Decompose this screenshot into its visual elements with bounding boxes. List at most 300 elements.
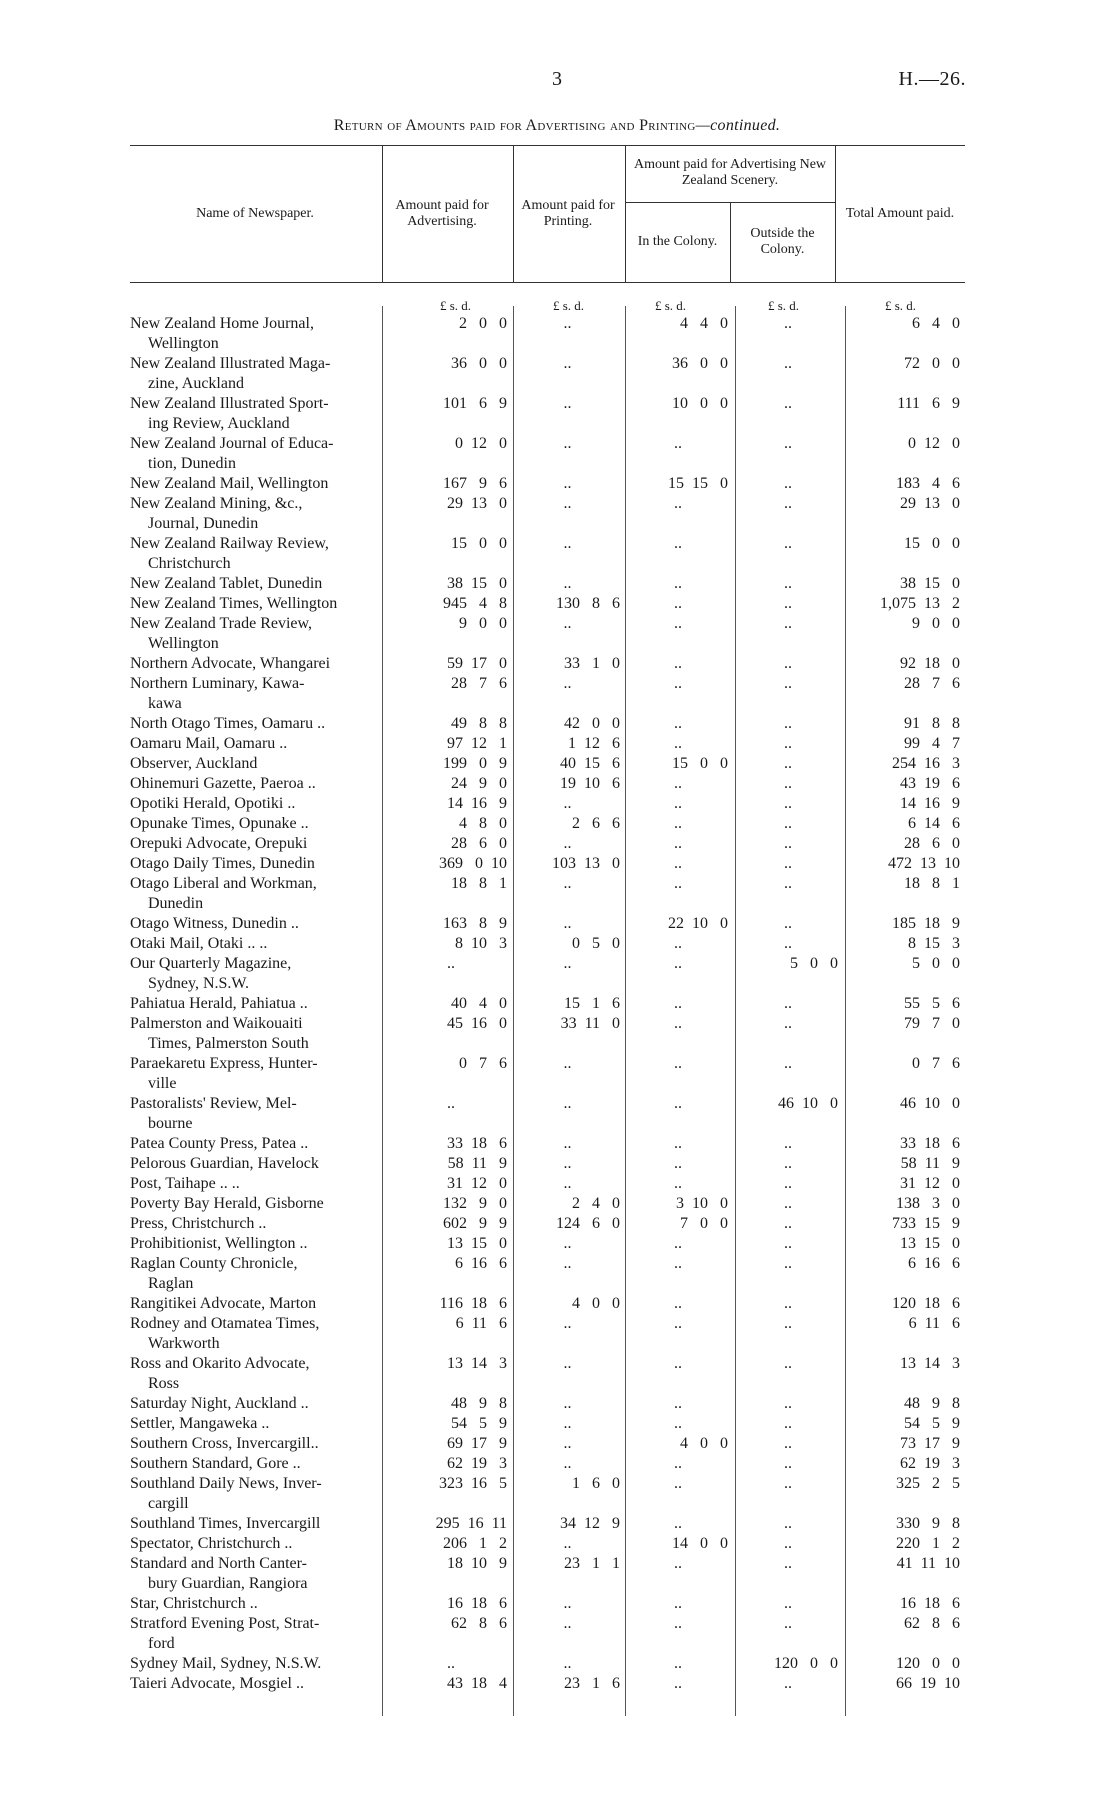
advertising-cell: 4 8 0 [459,815,507,832]
newspaper-name-line: Pastoralists' Review, Mel- [130,1095,297,1112]
outside-colony-cell: .. [784,435,792,452]
newspaper-name-line: North Otago Times, Oamaru .. [130,715,326,732]
in-colony-cell: .. [674,1655,682,1672]
total-cell: 55 5 6 [904,995,960,1012]
total-cell: 73 17 9 [900,1435,960,1452]
advertising-cell: .. [447,955,455,972]
in-colony-cell: .. [674,1455,682,1472]
printing-cell: 130 8 6 [556,595,620,612]
printing-cell: 33 1 0 [564,655,620,672]
advertising-cell: 163 8 9 [443,915,507,932]
table-row [0,1654,1114,1674]
newspaper-name-line: Southern Cross, Invercargill.. [130,1435,319,1452]
newspaper-name [130,1394,380,1414]
outside-colony-cell: .. [784,535,792,552]
in-colony-cell: .. [674,655,682,672]
newspaper-name-line: Oamaru Mail, Oamaru .. [130,735,288,752]
outside-colony-cell: .. [784,915,792,932]
newspaper-name [130,1614,380,1654]
newspaper-name-line: Observer, Auckland [130,755,258,772]
table-row [0,1674,1114,1694]
printing-cell: .. [563,1615,572,1632]
printing-cell: .. [563,1655,572,1672]
header-advertising: Amount paid for Advertising. [395,198,489,229]
newspaper-name-line: Opunake Times, Opunake .. [130,815,309,832]
outside-colony-cell: .. [784,1135,792,1152]
printing-cell: .. [563,395,572,412]
advertising-cell: 13 15 0 [447,1235,507,1252]
outside-colony-cell: .. [784,315,792,332]
newspaper-name [130,1414,380,1434]
in-colony-cell: .. [674,1415,682,1432]
in-colony-cell: .. [674,1095,682,1112]
total-cell: 185 18 9 [892,915,960,932]
advertising-cell: 206 1 2 [443,1535,507,1552]
in-colony-cell: 36 0 0 [672,355,728,372]
in-colony-cell: .. [674,1615,682,1632]
total-cell: 15 0 0 [904,535,960,552]
table-row [0,1254,1114,1294]
newspaper-name [130,674,380,714]
table-row [0,754,1114,774]
newspaper-name [130,1474,380,1514]
advertising-cell: 18 8 1 [451,875,507,892]
newspaper-name-line: New Zealand Illustrated Maga- [130,355,331,372]
printing-cell: .. [563,1535,572,1552]
advertising-cell: 59 17 0 [447,655,507,672]
total-cell: 48 9 8 [904,1395,960,1412]
total-cell: 1,075 13 2 [880,595,960,612]
in-colony-cell: .. [674,675,682,692]
total-cell: 13 15 0 [900,1235,960,1252]
in-colony-cell: .. [674,1595,682,1612]
outside-colony-cell: .. [784,1475,792,1492]
in-colony-cell: 7 0 0 [680,1215,728,1232]
newspaper-name-line: Otago Witness, Dunedin .. [130,915,299,932]
outside-colony-cell: .. [784,1675,792,1692]
printing-cell: .. [563,1395,572,1412]
total-cell: 111 6 9 [897,395,960,412]
newspaper-name-line: Rangitikei Advocate, Marton [130,1295,317,1312]
newspaper-name [130,874,380,914]
printing-cell: .. [563,1055,572,1072]
table-row [0,1614,1114,1654]
in-colony-cell: .. [674,1055,682,1072]
outside-colony-cell: .. [784,475,792,492]
advertising-cell: 49 8 8 [451,715,507,732]
newspaper-name-line: Palmerston and Waikouaiti [130,1015,303,1032]
printing-cell: .. [563,1235,572,1252]
outside-colony-cell: .. [784,355,792,372]
newspaper-name [130,774,380,794]
total-cell: 58 11 9 [900,1155,960,1172]
total-cell: 6 16 6 [908,1255,960,1272]
in-colony-cell: 4 4 0 [680,315,728,332]
in-colony-cell: 10 0 0 [672,395,728,412]
printing-cell: .. [563,795,572,812]
total-cell: 6 11 6 [908,1315,960,1332]
printing-cell: .. [563,1455,572,1472]
newspaper-name-line: Standard and North Canter- [130,1555,307,1572]
newspaper-name [130,594,380,614]
printing-cell: .. [563,835,572,852]
outside-colony-cell: .. [784,835,792,852]
in-colony-cell: .. [674,835,682,852]
advertising-cell: 9 0 0 [459,615,507,632]
printing-cell: .. [563,475,572,492]
newspaper-name [130,914,380,934]
in-colony-cell: 14 0 0 [672,1535,728,1552]
header-scenery: Amount paid for Advertising New Zealand Scenery. [633,157,827,188]
newspaper-name-line: Southland Times, Invercargill [130,1515,321,1532]
newspaper-name-line: Stratford Evening Post, Strat- [130,1615,320,1632]
newspaper-name-line: Poverty Bay Herald, Gisborne [130,1195,324,1212]
newspaper-name-line: Southern Standard, Gore .. [130,1455,301,1472]
newspaper-name-line: Post, Taihape .. .. [130,1175,240,1192]
table-row [0,474,1114,494]
newspaper-name [130,794,380,814]
table-row [0,1414,1114,1434]
advertising-cell: 602 9 9 [443,1215,507,1232]
total-cell: 66 19 10 [896,1675,960,1692]
printing-cell: 2 6 6 [572,815,620,832]
total-cell: 79 7 0 [904,1015,960,1032]
newspaper-name [130,1294,380,1314]
outside-colony-cell: .. [784,995,792,1012]
newspaper-name-line: New Zealand Tablet, Dunedin [130,575,323,592]
outside-colony-cell: .. [784,1435,792,1452]
outside-colony-cell: .. [784,1155,792,1172]
newspaper-name-continuation: bourne [148,1115,193,1132]
outside-colony-cell: .. [784,875,792,892]
newspaper-name [130,394,380,434]
outside-colony-cell: .. [784,1455,792,1472]
printing-cell: 42 0 0 [564,715,620,732]
printing-cell: .. [563,955,572,972]
newspaper-name [130,834,380,854]
total-cell: 54 5 9 [904,1415,960,1432]
newspaper-name [130,654,380,674]
printing-cell: .. [563,1435,572,1452]
table-row [0,1314,1114,1354]
printing-cell: .. [563,1155,572,1172]
newspaper-name [130,1014,380,1054]
advertising-cell: 97 12 1 [447,735,507,752]
advertising-cell: 132 9 0 [443,1195,507,1212]
in-colony-cell: .. [674,575,682,592]
header-outside-colony: Outside the Colony. [750,226,815,257]
total-cell: 120 18 6 [892,1295,960,1312]
newspaper-name-line: New Zealand Mail, Wellington [130,475,329,492]
document-reference: H.—26. [898,68,966,90]
printing-cell: 0 5 0 [572,935,620,952]
table-row [0,954,1114,994]
advertising-cell: 323 16 5 [439,1475,507,1492]
printing-cell: .. [563,1355,572,1372]
printing-cell: .. [563,875,572,892]
total-cell: 62 8 6 [904,1615,960,1632]
total-cell: 472 13 10 [888,855,960,872]
table-row [0,1354,1114,1394]
newspaper-name-line: Saturday Night, Auckland .. [130,1395,309,1412]
newspaper-name [130,1594,380,1614]
in-colony-cell: .. [674,1395,682,1412]
newspaper-name-line: Taieri Advocate, Mosgiel .. [130,1675,304,1692]
table-row [0,774,1114,794]
table-row [0,654,1114,674]
in-colony-cell: .. [674,495,682,512]
table-row [0,1474,1114,1514]
advertising-cell: 199 0 9 [443,755,507,772]
outside-colony-cell: .. [784,735,792,752]
newspaper-name-line: Pelorous Guardian, Havelock [130,1155,319,1172]
newspaper-name [130,1234,380,1254]
outside-colony-cell: .. [784,715,792,732]
newspaper-name-continuation: Journal, Dunedin [148,515,259,532]
newspaper-name-line: New Zealand Illustrated Sport- [130,395,329,412]
newspaper-name-line: Opotiki Herald, Opotiki .. [130,795,296,812]
outside-colony-cell: .. [784,1195,792,1212]
newspaper-name-line: New Zealand Railway Review, [130,535,329,552]
newspaper-name [130,814,380,834]
in-colony-cell: .. [674,1235,682,1252]
newspaper-name [130,1174,380,1194]
table-row [0,1394,1114,1414]
table-row [0,934,1114,954]
outside-colony-cell: 120 0 0 [774,1655,838,1672]
advertising-cell: 38 15 0 [447,575,507,592]
units-outside-colony: £ s. d. [768,298,800,313]
table-row [0,1214,1114,1234]
total-cell: 325 2 5 [896,1475,960,1492]
newspaper-name [130,1674,380,1694]
table-row [0,1194,1114,1214]
table-row [0,1154,1114,1174]
in-colony-cell: .. [674,875,682,892]
total-cell: 18 8 1 [904,875,960,892]
newspaper-name-line: Spectator, Christchurch .. [130,1535,293,1552]
advertising-cell: 116 18 6 [439,1295,507,1312]
printing-cell: 4 0 0 [572,1295,620,1312]
in-colony-cell: 15 15 0 [668,475,728,492]
newspaper-name [130,734,380,754]
outside-colony-cell: .. [784,775,792,792]
newspaper-name-continuation: Wellington [148,635,219,652]
advertising-cell: 48 9 8 [451,1395,507,1412]
total-cell: 9 0 0 [912,615,960,632]
in-colony-cell: .. [674,1175,682,1192]
title-text: Return of Amounts paid for Advertising and Printing [333,117,696,134]
advertising-cell: 945 4 8 [443,595,507,612]
newspaper-name [130,994,380,1014]
printing-cell: 34 12 9 [560,1515,620,1532]
printing-cell: .. [563,1255,572,1272]
in-colony-cell: .. [674,775,682,792]
newspaper-name-continuation: Ross [148,1375,180,1392]
table-row [0,794,1114,814]
newspaper-name-line: Rodney and Otamatea Times, [130,1315,320,1332]
total-cell: 72 0 0 [904,355,960,372]
printing-cell: 124 6 0 [556,1215,620,1232]
newspaper-name-line: New Zealand Trade Review, [130,615,313,632]
printing-cell: .. [563,315,572,332]
newspaper-name-line: Northern Advocate, Whangarei [130,655,331,672]
outside-colony-cell: 5 0 0 [790,955,838,972]
newspaper-name-line: Orepuki Advocate, Orepuki [130,835,308,852]
total-cell: 43 19 6 [900,775,960,792]
printing-cell: .. [563,535,572,552]
outside-colony-cell: .. [784,1555,792,1572]
in-colony-cell: .. [674,1015,682,1032]
printing-cell: 2 4 0 [572,1195,620,1212]
newspaper-name-line: Patea County Press, Patea .. [130,1135,309,1152]
newspaper-name-continuation: Raglan [148,1275,194,1292]
advertising-cell: 40 4 0 [451,995,507,1012]
in-colony-cell: .. [674,955,682,972]
advertising-cell: 69 17 9 [447,1435,507,1452]
total-cell: 0 7 6 [912,1055,960,1072]
in-colony-cell: .. [674,1515,682,1532]
newspaper-name-line: New Zealand Home Journal, [130,315,314,332]
table-row [0,1234,1114,1254]
total-cell: 14 16 9 [900,795,960,812]
newspaper-name-continuation: Times, Palmerston South [148,1035,309,1052]
outside-colony-cell: .. [784,1415,792,1432]
header-name: Name of Newspaper. [196,206,314,221]
newspaper-name-continuation: Christchurch [148,555,231,572]
newspaper-name [130,614,380,654]
outside-colony-cell: .. [784,1215,792,1232]
newspaper-name [130,714,380,734]
total-cell: 6 4 0 [912,315,960,332]
advertising-cell: 167 9 6 [443,475,507,492]
in-colony-cell: .. [674,1475,682,1492]
table-row [0,314,1114,354]
newspaper-name-continuation: bury Guardian, Rangiora [148,1575,308,1592]
printing-cell: 40 15 6 [560,755,620,772]
newspaper-name [130,534,380,574]
newspaper-name [130,354,380,394]
newspaper-name [130,934,380,954]
table-row [0,1294,1114,1314]
total-cell: 29 13 0 [900,495,960,512]
newspaper-name-line: Press, Christchurch .. [130,1215,267,1232]
header-total: Total Amount paid. [845,206,955,221]
outside-colony-cell: .. [784,855,792,872]
advertising-cell: 33 18 6 [447,1135,507,1152]
in-colony-cell: 22 10 0 [668,915,728,932]
total-cell: 91 8 8 [904,715,960,732]
newspaper-name [130,854,380,874]
in-colony-cell: .. [674,795,682,812]
in-colony-cell: .. [674,1135,682,1152]
outside-colony-cell: .. [784,1175,792,1192]
table-row [0,574,1114,594]
title-continued: —continued. [695,117,781,134]
outside-colony-cell: .. [784,935,792,952]
printing-cell: 1 6 0 [572,1475,620,1492]
newspaper-name [130,1534,380,1554]
advertising-cell: 62 8 6 [451,1615,507,1632]
table-row [0,1514,1114,1534]
table-row [0,1594,1114,1614]
newspaper-name-line: Our Quarterly Magazine, [130,955,292,972]
advertising-cell: 2 0 0 [459,315,507,332]
printing-cell: .. [563,575,572,592]
outside-colony-cell: .. [784,1355,792,1372]
newspaper-name-line: New Zealand Mining, &c., [130,495,303,512]
total-cell: 28 6 0 [904,835,960,852]
newspaper-name [130,1554,380,1594]
table-row [0,1014,1114,1054]
newspaper-name-continuation: ford [148,1635,175,1652]
in-colony-cell: .. [674,615,682,632]
total-cell: 62 19 3 [900,1455,960,1472]
newspaper-name [130,1194,380,1214]
outside-colony-cell: .. [784,755,792,772]
printing-cell: .. [563,435,572,452]
advertising-cell: 101 6 9 [443,395,507,412]
outside-colony-cell: .. [784,1255,792,1272]
total-cell: 38 15 0 [900,575,960,592]
table-row [0,1134,1114,1154]
advertising-cell: .. [447,1095,455,1112]
printing-cell: .. [563,1315,572,1332]
newspaper-name [130,1254,380,1294]
table-row [0,394,1114,434]
in-colony-cell: .. [674,1155,682,1172]
units-in-colony: £ s. d. [655,298,687,313]
newspaper-name-line: Prohibitionist, Wellington .. [130,1235,308,1252]
in-colony-cell: .. [674,595,682,612]
advertising-cell: 0 7 6 [459,1055,507,1072]
in-colony-cell: 3 10 0 [676,1195,728,1212]
printing-cell: .. [563,615,572,632]
total-cell: 92 18 0 [900,655,960,672]
newspaper-name [130,954,380,994]
printing-cell: .. [563,1095,572,1112]
in-colony-cell: .. [674,735,682,752]
newspaper-name-line: Ross and Okarito Advocate, [130,1355,310,1372]
in-colony-cell: .. [674,1555,682,1572]
total-cell: 8 15 3 [908,935,960,952]
advertising-cell: 28 7 6 [451,675,507,692]
page-number: 3 [552,68,562,90]
advertising-cell: 43 18 4 [447,1675,507,1692]
table-row [0,354,1114,394]
outside-colony-cell: .. [784,655,792,672]
table-row [0,534,1114,574]
advertising-cell: .. [447,1655,455,1672]
header-in-colony: In the Colony. [637,234,718,249]
outside-colony-cell: .. [784,395,792,412]
newspaper-name-continuation: tion, Dunedin [148,455,236,472]
total-cell: 33 18 6 [900,1135,960,1152]
table-body [0,314,1114,1694]
total-cell: 120 0 0 [896,1655,960,1672]
advertising-cell: 58 11 9 [447,1155,507,1172]
table-row [0,714,1114,734]
printing-cell: .. [563,915,572,932]
outside-colony-cell: .. [784,1315,792,1332]
newspaper-name [130,1214,380,1234]
outside-colony-cell: .. [784,495,792,512]
printing-cell: .. [563,1175,572,1192]
newspaper-name-line: Southland Daily News, Inver- [130,1475,322,1492]
advertising-cell: 8 10 3 [455,935,507,952]
in-colony-cell: .. [674,715,682,732]
newspaper-name-line: Paraekaretu Express, Hunter- [130,1055,318,1072]
